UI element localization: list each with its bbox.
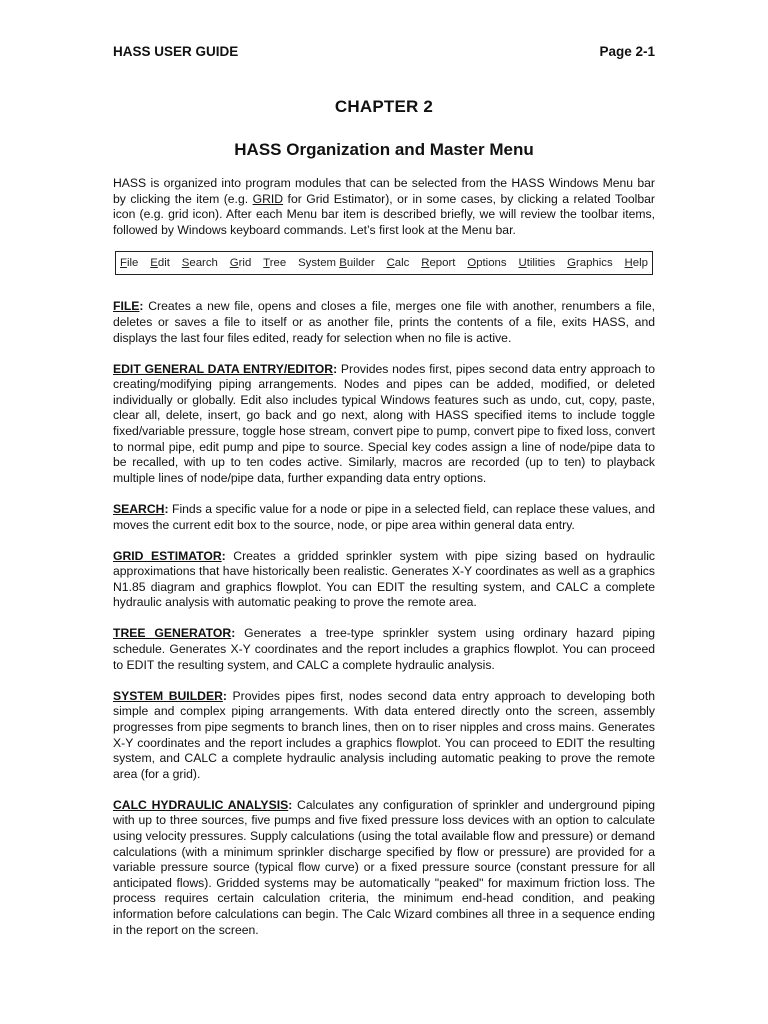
section-tree-generator: TREE GENERATOR: Generates a tree-type sprinkler system using ordinary hazard piping schedule. Generates X-Y coordinates and the report includes a graphics flowplot. You can proceed to EDIT the resulting system, and CALC a complete hydraulic analysis. bbox=[113, 626, 655, 672]
section-term: EDIT GENERAL DATA ENTRY/EDITOR bbox=[113, 361, 334, 376]
section-system-builder: SYSTEM BUILDER: Provides pipes first, nodes second data entry approach to developing both simple and complex piping arrangements. With data entered directly onto the screen, assembly progresses from pipe segments to branch lines, then on to riser nipples and cross mains. Generates X-Y coordinates and the report includes a graphics flowplot. You can proceed to EDIT the resulting system, and CALC a complete hydraulic analysis including automatic peaking to prove the remote area (for a grid). bbox=[113, 688, 655, 781]
menu-item-edit[interactable]: Edit bbox=[150, 257, 170, 270]
menu-item-options[interactable]: Options bbox=[467, 257, 507, 270]
section-text: Calculates any configuration of sprinkler and underground piping with up to three sources, five pumps and five fixed pressure loss devices with an option to calculate using velocity pressures. Supply calculations (using the total available flow and pressure) or demand calculations (with a minimum sprinkler discharge specified by flow or pressure) are provided for a variable pressure source (typical flow curve) or a fixed pressure source (constant pressure for all anticipated flows). Gridded systems may be automatically "peaked" for maximum friction loss. The process requires certain calculation criteria, the minimum end-head condition, and peaking information before calculations can begin. The Calc Wizard combines all three in a sequence ending in the report on the screen. bbox=[113, 797, 655, 937]
menu-item-report[interactable]: Report bbox=[421, 257, 456, 270]
section-edit: EDIT GENERAL DATA ENTRY/EDITOR: Provides nodes first, pipes second data entry approach to creating/modifying piping arrangements. Nodes and pipes can be added, modified, or deleted individually or globally. Edit also includes typical Windows features such as undo, cut, copy, paste, clear all, delete, insert, go back and go next, along with HASS specified items to include toggle fixed/variable pressure, toggle hose stream, convert pipe to pump, convert pipe to fixed loss, convert to normal pipe, edit pump and pipe to source. Special key codes assign a line of node/pipe data to be recalled, with up to ten codes active. Similarly, macros are recorded (up to ten) to playback multiple lines of node/pipe data, further expanding data entry options. bbox=[113, 361, 655, 485]
page-header bbox=[113, 44, 655, 59]
grid-reference: GRID bbox=[252, 191, 284, 206]
section-term: FILE bbox=[113, 299, 140, 314]
section-term: GRID ESTIMATOR bbox=[113, 548, 222, 563]
chapter-heading: CHAPTER 2 bbox=[334, 97, 434, 116]
menu-item-graphics[interactable]: Graphics bbox=[567, 257, 613, 270]
section-text: Creates a gridded sprinkler system with pipe sizing based on hydraulic approximations that have historically been realistic. Generates X-Y coordinates as well as a graphics N1.85 diagram and graphics flowplot. You can EDIT the resulting system, and CALC a complete hydraulic analysis with automatic peaking to prove the remote area. bbox=[113, 548, 656, 610]
menu-item-utilities[interactable]: Utilities bbox=[518, 257, 556, 270]
menu-item-file[interactable]: File bbox=[120, 257, 139, 270]
menu-item-help[interactable]: Help bbox=[624, 257, 648, 270]
section-file: FILE: Creates a new file, opens and closes a file, merges one file with another, renumbers a file, deletes or saves a file to itself or as another file, prints the contents of a file, exits HASS, and displays the last four files edited, ready for selection when no file is active. bbox=[113, 299, 655, 345]
section-grid-estimator: GRID ESTIMATOR: Creates a gridded sprinkler system with pipe sizing based on hydraulic approximations that have historically been realistic. Generates X-Y coordinates as well as a graphics N1.85 diagram and graphics flowplot. You can EDIT the resulting system, and CALC a complete hydraulic analysis with automatic peaking to prove the remote area. bbox=[113, 548, 656, 610]
menu-item-calc[interactable]: Calc bbox=[386, 257, 410, 270]
intro-text-1: HASS is organized into program modules that can be selected from the HASS Windows Menu bar by clicking the item (e.g. bbox=[113, 176, 655, 206]
section-text: Provides nodes first, pipes second data entry approach to creating/modifying piping arrangements. Nodes and pipes can be added, modified, or deleted individually or globally. Edit also includes typical Windows features such as undo, cut, copy, paste, clear all, delete, insert, go back and go next, along with HASS specified items to include toggle fixed/variable pressure, toggle hose stream, convert pipe to pump, convert pipe to fixed loss, convert to normal pipe, edit pump and pipe to source. Special key codes assign a line of node/pipe data to be recalled, with up to ten codes active. Similarly, macros are recorded (up to ten) to playback multiple lines of node/pipe data, further expanding data entry options. bbox=[113, 361, 655, 485]
section-search: SEARCH: Finds a specific value for a node or pipe in a selected field, can replace these values, and moves the current edit box to the source, node, or pipe area within general data entry. bbox=[113, 501, 655, 532]
menu-item-grid[interactable]: Grid bbox=[229, 257, 252, 270]
section-term: TREE GENERATOR bbox=[113, 626, 232, 641]
section-calc: CALC HYDRAULIC ANALYSIS: Calculates any configuration of sprinkler and underground piping with up to three sources, five pumps and five fixed pressure loss devices with an option to calculate using velocity pressures. Supply calculations (using the total available flow and pressure) or demand calculations (with a minimum sprinkler discharge specified by flow or pressure) are provided for a variable pressure source (typical flow curve) or a fixed pressure source (constant pressure for all anticipated flows). Gridded systems may be automatically "peaked" for maximum friction loss. The process requires certain calculation criteria, the minimum end-head condition, and peaking information before calculations can begin. The Calc Wizard combines all three in a sequence ending in the report on the screen. bbox=[113, 797, 655, 937]
section-term: SYSTEM BUILDER bbox=[113, 688, 223, 703]
section-text: Creates a new file, opens and closes a file, merges one file with another, renumbers a file, deletes or saves a file to itself or as another file, prints the contents of a file, exits HASS, and displays the last four files edited, ready for selection when no file is active. bbox=[113, 299, 655, 345]
menu-item-search[interactable]: Search bbox=[181, 257, 218, 270]
intro-text-2: for Grid Estimator), or in some cases, by clicking a related Toolbar icon (e.g. grid icon). After each Menu bar item is described briefly, we will review the toolbar items, followed by Windows keyboard commands. Let’s first look at the Menu bar. bbox=[113, 191, 655, 237]
section-text: Provides pipes first, nodes second data entry approach to developing both simple and complex piping arrangements. With data entered directly onto the screen, assembly progresses from pipe segments to branch lines, then on to riser nipples and cross mains. Generates X-Y coordinates and the report includes a graphics flowplot. You can proceed to EDIT the resulting system, and CALC a complete hydraulic analysis including automatic peaking to prove the remote area (for a grid). bbox=[113, 688, 655, 781]
menu-item-tree[interactable]: Tree bbox=[263, 257, 287, 270]
document-body bbox=[113, 176, 655, 954]
section-text: Finds a specific value for a node or pipe in a selected field, can replace these values, and moves the current edit box to the source, node, or pipe area within general data entry. bbox=[113, 501, 655, 532]
section-text: Generates a tree-type sprinkler system using ordinary hazard piping schedule. Generates X-Y coordinates and the report includes a graphics flowplot. You can proceed to EDIT the resulting system, and CALC a complete hydraulic analysis. bbox=[113, 626, 655, 672]
intro-paragraph bbox=[113, 176, 655, 238]
chapter-title: HASS Organization and Master Menu bbox=[234, 140, 534, 159]
menu-bar-illustration bbox=[115, 251, 653, 275]
section-term: CALC HYDRAULIC ANALYSIS bbox=[113, 797, 289, 812]
menu-item-system-builder[interactable]: System Builder bbox=[298, 257, 375, 270]
guide-title: HASS USER GUIDE bbox=[113, 44, 239, 59]
page-number: Page 2-1 bbox=[599, 44, 655, 59]
section-term: SEARCH bbox=[113, 501, 165, 516]
